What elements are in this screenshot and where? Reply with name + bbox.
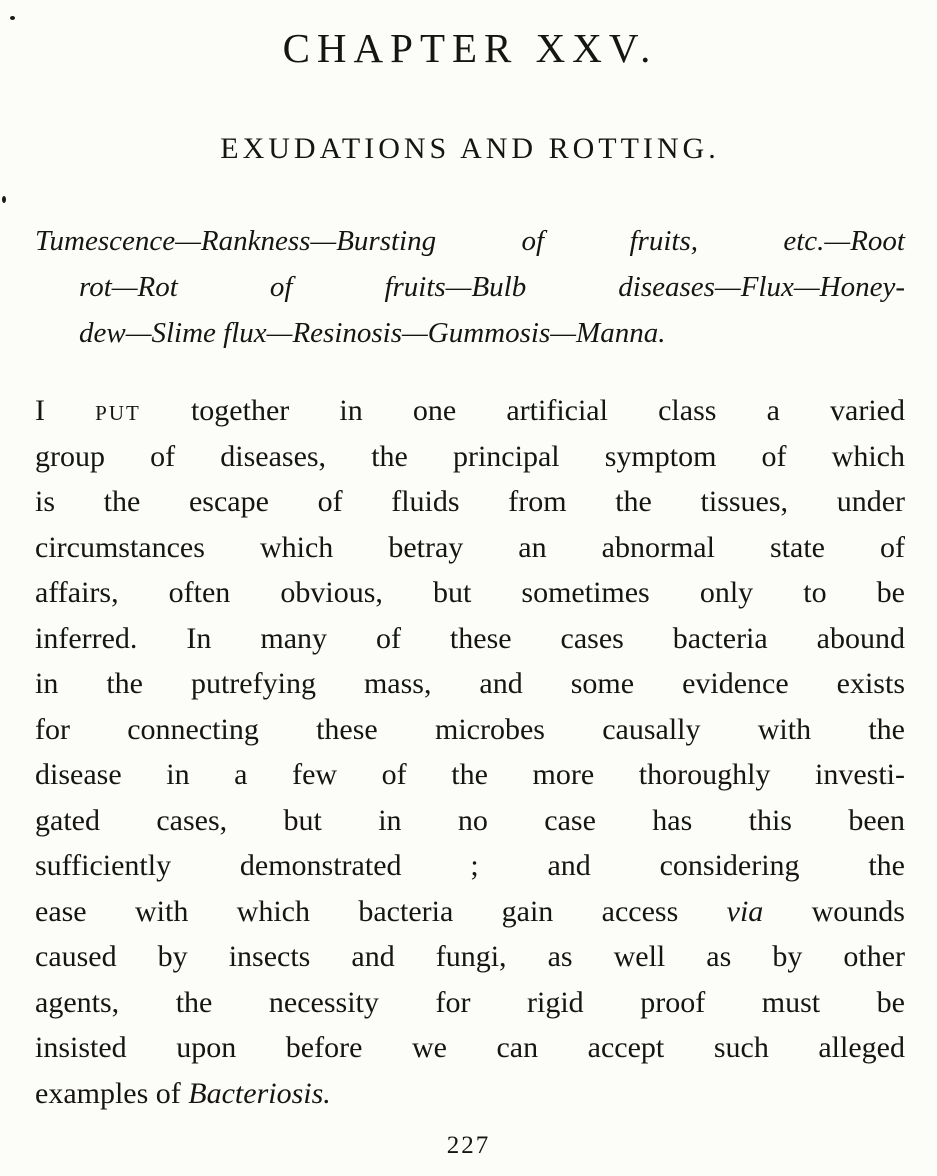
body-line [35, 616, 905, 662]
body-paragraph [35, 388, 905, 1116]
body-line [35, 980, 905, 1026]
scan-speck [2, 196, 6, 203]
body-line [35, 479, 905, 525]
body-segment: disease in a few of the more thoroughly investi- [35, 758, 905, 791]
body-segment: insisted upon before we can accept such alleged [35, 1031, 905, 1064]
body-line [35, 1071, 905, 1117]
body-line [35, 570, 905, 616]
chapter-title: CHAPTER XXV. [282, 25, 658, 71]
body-line [35, 388, 905, 434]
body-segment: ease with which bacteria gain access [35, 894, 727, 928]
body-segment-smallcaps: put [95, 394, 141, 427]
body-segment: together in one artificial class a varied [140, 394, 905, 427]
body-segment: affairs, often obvious, but sometimes only to be [35, 576, 905, 609]
body-line [35, 752, 905, 798]
body-segment: for connecting these microbes causally with the [35, 712, 905, 746]
body-line [35, 434, 905, 480]
body-line [35, 661, 905, 707]
body-segment: circumstances which betray an abnormal state of [35, 530, 905, 564]
body-line [35, 798, 905, 844]
body-segment: inferred. In many of these cases bacteria abound [35, 621, 905, 655]
body-segment: in the putrefying mass, and some evidence exists [35, 667, 905, 700]
page-number: 227 [446, 1132, 491, 1159]
summary-line: rot—Rot of fruits—Bulb diseases—Flux—Honey- [79, 271, 905, 303]
body-segment: examples of [35, 1076, 189, 1110]
body-segment: caused by insects and fungi, as well as by other [35, 940, 905, 973]
body-segment: I [35, 394, 96, 427]
body-segment: wounds [763, 894, 905, 928]
body-segment-italic: via [726, 894, 764, 928]
body-segment: is the escape of fluids from the tissues, under [35, 485, 905, 518]
summary-line: Tumescence—Rankness—Bursting of fruits, etc.—Root [35, 225, 905, 257]
scan-speck [10, 16, 15, 20]
body-line [35, 889, 905, 935]
chapter-summary [35, 218, 905, 356]
body-line [35, 934, 905, 980]
section-title: EXUDATIONS AND ROTTING. [220, 132, 720, 165]
body-line [35, 707, 905, 753]
summary-line: dew—Slime flux—Resinosis—Gummosis—Manna. [79, 317, 666, 349]
body-segment-italic: Bacteriosis. [188, 1076, 331, 1110]
body-line [35, 525, 905, 571]
body-segment: gated cases, but in no case has this been [35, 803, 905, 837]
body-line [35, 843, 905, 889]
body-line [35, 1025, 905, 1071]
body-segment: agents, the necessity for rigid proof must be [35, 985, 905, 1019]
body-segment: group of diseases, the principal symptom of which [35, 439, 905, 473]
body-segment: sufficiently demonstrated ; and considering the [35, 849, 905, 882]
